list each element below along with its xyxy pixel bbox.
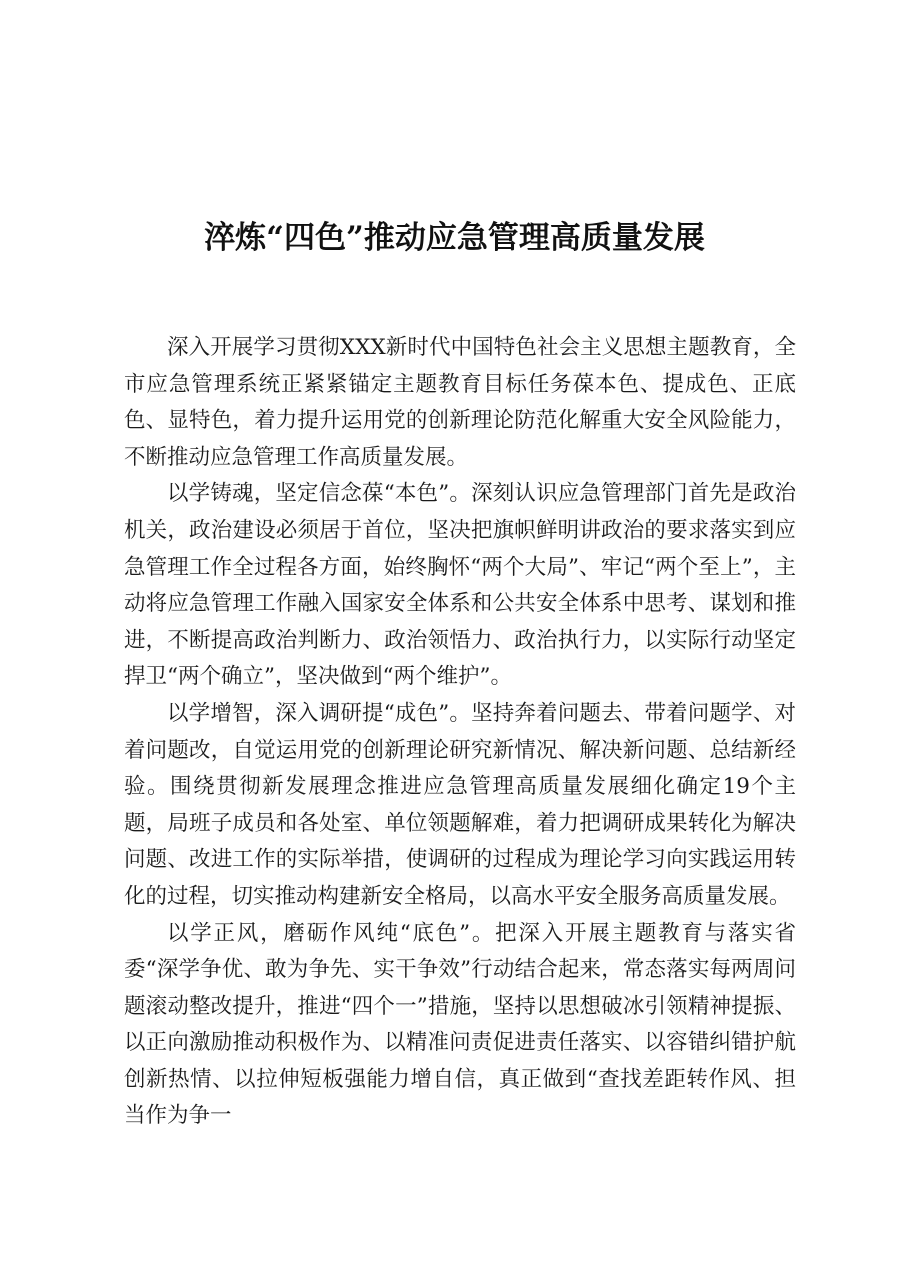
paragraph-chengse: 以学增智，深入调研提“成色”。坚持奔着问题去、带着问题学、对着问题改，自觉运用党的创新理论研究新情况、解决新问题、总结新经验。围绕贯彻新发展理念推进应急管理高质量发展细化确定19个主题，局班子成员和各处室、单位领题解难，着力把调研成果转化为解决问题、改进工作的实际举措，使调研的过程成为理论学习向实践运用转化的过程，切实推动构建新安全格局，以高水平安全服务高质量发展。 bbox=[124, 700, 796, 909]
paragraph-benshe: 以学铸魂，坚定信念葆“本色”。深刻认识应急管理部门首先是政治机关，政治建设必须居于首位，坚决把旗帜鲜明讲政治的要求落实到应急管理工作全过程各方面，始终胸怀“两个大局”、牢记“两个至上”，主动将应急管理工作融入国家安全体系和公共安全体系中思考、谋划和推进，不断提高政治判断力、政治领悟力、政治执行力，以实际行动坚定捍卫“两个确立”，坚决做到“两个维护”。 bbox=[124, 481, 796, 690]
document-title: 淬炼“四色”推动应急管理高质量发展 bbox=[204, 220, 705, 256]
document-body bbox=[124, 330, 796, 1135]
paragraph-dise: 以学正风，磨砺作风纯“底色”。把深入开展主题教育与落实省委“深学争优、敢为争先、实干争效”行动结合起来，常态落实每两周问题滚动整改提升，推进“四个一”措施，坚持以思想破冰引领精神提振、以正向激励推动积极作为、以精准问责促进责任落实、以容错纠错护航创新热情、以拉伸短板强能力增自信，真正做到“查找差距转作风、担当作为争一 bbox=[124, 920, 796, 1129]
paragraph-intro: 深入开展学习贯彻XXX新时代中国特色社会主义思想主题教育，全市应急管理系统正紧紧锚定主题教育目标任务葆本色、提成色、正底色、显特色，着力提升运用党的创新理论防范化解重大安全风险能力，不断推动应急管理工作高质量发展。 bbox=[124, 335, 796, 470]
